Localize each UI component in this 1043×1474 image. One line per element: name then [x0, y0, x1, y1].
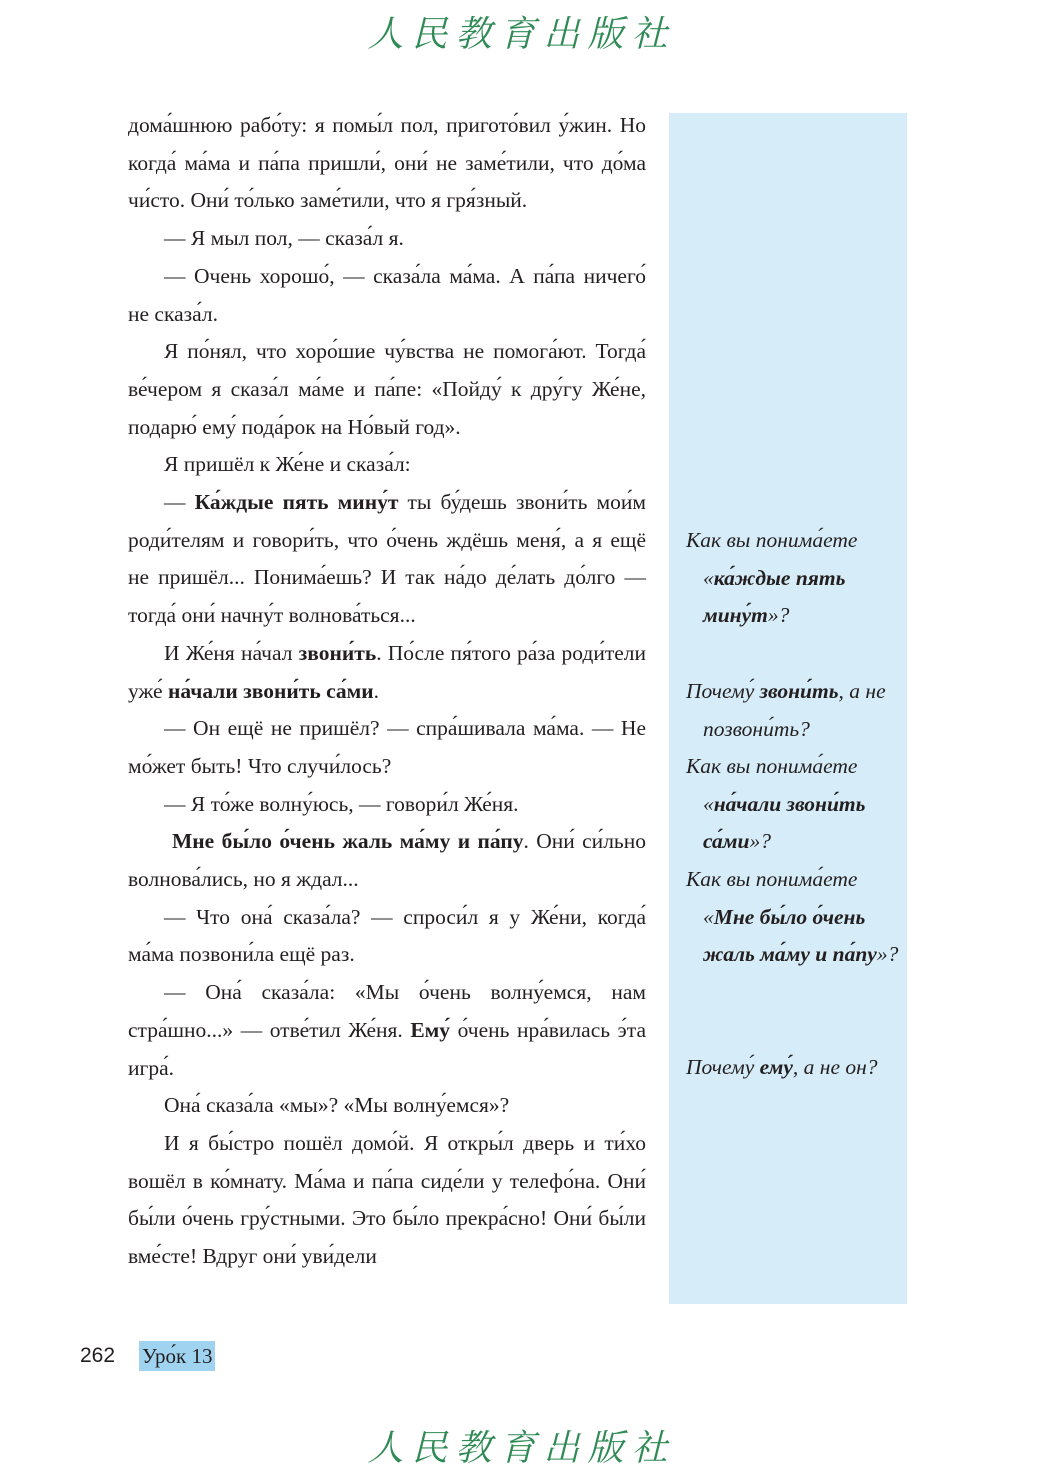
text-run: Как вы понима́ете «	[686, 867, 858, 929]
text-run: Я пришёл к Же́не и сказа́л:	[164, 452, 411, 477]
highlighted-phrase: Мне бы́ло о́чень жаль ма́му и па́пу	[172, 829, 524, 854]
text-run: »?	[876, 942, 899, 967]
paragraph	[128, 484, 646, 635]
highlighted-phrase: Ему́	[410, 1017, 451, 1042]
paragraph	[128, 1087, 646, 1125]
publisher-logo-bottom: 人民教育出版社	[367, 1428, 676, 1469]
paragraph	[128, 823, 646, 898]
margin-note	[686, 861, 913, 974]
margin-note	[686, 522, 913, 635]
paragraph	[128, 899, 646, 974]
text-run: »?	[767, 603, 790, 628]
text-run: Как вы понима́ете «	[686, 528, 858, 590]
text-run: — Я мыл пол, — сказа́л я.	[164, 226, 404, 251]
text-run: — Очень хорошо́, — сказа́ла ма́ма. А па́па ничего́ не сказа́л.	[128, 263, 646, 326]
highlighted-phrase: на́чали звони́ть са́ми	[167, 678, 374, 703]
highlighted-phrase: ка́ждые пять мину́т	[703, 565, 846, 628]
paragraph	[128, 974, 646, 1087]
text-run: , а не позвони́ть?	[703, 679, 886, 741]
margin-note	[686, 748, 913, 861]
text-run: Почему́	[686, 679, 760, 703]
paragraph	[128, 220, 646, 258]
publisher-logo-top: 人民教育出版社	[367, 14, 676, 55]
highlighted-phrase: ему́	[759, 1055, 793, 1079]
text-run: — Что она́ сказа́ла? — спроси́л я у Же́ни, когда́ ма́ма позвони́ла ещё раз.	[128, 904, 646, 967]
text-run: —	[164, 490, 195, 515]
paragraph	[128, 258, 646, 333]
paragraph	[128, 446, 646, 484]
highlighted-phrase: Мне бы́ло о́чень жаль ма́му и па́пу	[703, 904, 877, 967]
text-run: Как вы понима́ете «	[686, 754, 858, 816]
text-run: . По́сле пя́того ра́за роди́тели уже́	[128, 640, 646, 703]
text-run: »?	[749, 829, 771, 854]
text-run: — Он ещё не пришёл? — спра́шивала ма́ма. — Не мо́жет быть! Что случи́лось?	[128, 716, 646, 778]
highlighted-phrase: на́чали звони́ть са́ми	[703, 791, 866, 854]
text-run: дома́шнюю рабо́ту: я помы́л пол, пригото́вил у́жин. Но когда́ ма́ма и па́па пришли́, они́ не заме́тили, что до́ма чи́сто. Они́ то́лько заме́тили, что я гря́зный.	[128, 113, 646, 213]
paragraph	[128, 786, 646, 824]
text-run: И Же́ня на́чал	[164, 640, 299, 665]
text-run: Я по́нял, что хоро́шие чу́вства не помога́ют. Тогда́ ве́чером я сказа́л ма́ме и па́пе: «Пойду́ к дру́гу Же́не, подарю́ ему́ пода́рок на Но́вый год».	[128, 339, 646, 439]
paragraph	[128, 710, 646, 785]
story-text	[128, 107, 646, 1276]
paragraph	[128, 107, 646, 220]
text-run: .	[373, 678, 380, 703]
text-run: ты бу́дешь звони́ть мои́м роди́телям и говори́ть, что о́чень ждёшь меня́, а я ещё не пришёл... Понима́ешь? И так на́до де́лать до́лго — тогда́ они́ начну́т волнова́ться...	[128, 490, 646, 628]
paragraph	[128, 1125, 646, 1276]
highlighted-phrase: звони́ть	[759, 679, 839, 703]
text-run: — Я то́же волну́юсь, — говори́л Же́ня.	[164, 791, 519, 816]
margin-note	[686, 673, 913, 748]
lesson-label: Уро́к 13	[139, 1341, 215, 1371]
highlighted-phrase: Ка́ждые пять мину́т	[194, 490, 399, 515]
page-number: 262	[80, 1344, 116, 1367]
text-run: , а не он?	[792, 1055, 878, 1079]
highlighted-phrase: звони́ть	[298, 640, 377, 665]
paragraph	[128, 333, 646, 446]
text-run: — Она́ сказа́ла: «Мы о́чень волну́емся, нам стра́шно...» — отве́тил Же́ня.	[128, 980, 646, 1042]
paragraph	[128, 635, 646, 710]
text-run: Почему́	[686, 1055, 760, 1079]
margin-note	[686, 1049, 913, 1087]
text-run: И я бы́стро пошёл домо́й. Я откры́л дверь и ти́хо вошёл в ко́мнату. Ма́ма и па́па сиде́ли у телефо́на. Они́ бы́ли о́чень гру́стными. Это бы́ло прекра́сно! Они́ бы́ли вме́сте! Вдруг они́ уви́дели	[128, 1130, 646, 1269]
text-run: Она́ сказа́ла «мы»? «Мы волну́емся»?	[164, 1093, 510, 1118]
text-run: . Они́ си́льно волнова́лись, но я ждал...	[128, 829, 646, 892]
text-run: о́чень нра́вилась э́та игра́.	[128, 1017, 646, 1080]
